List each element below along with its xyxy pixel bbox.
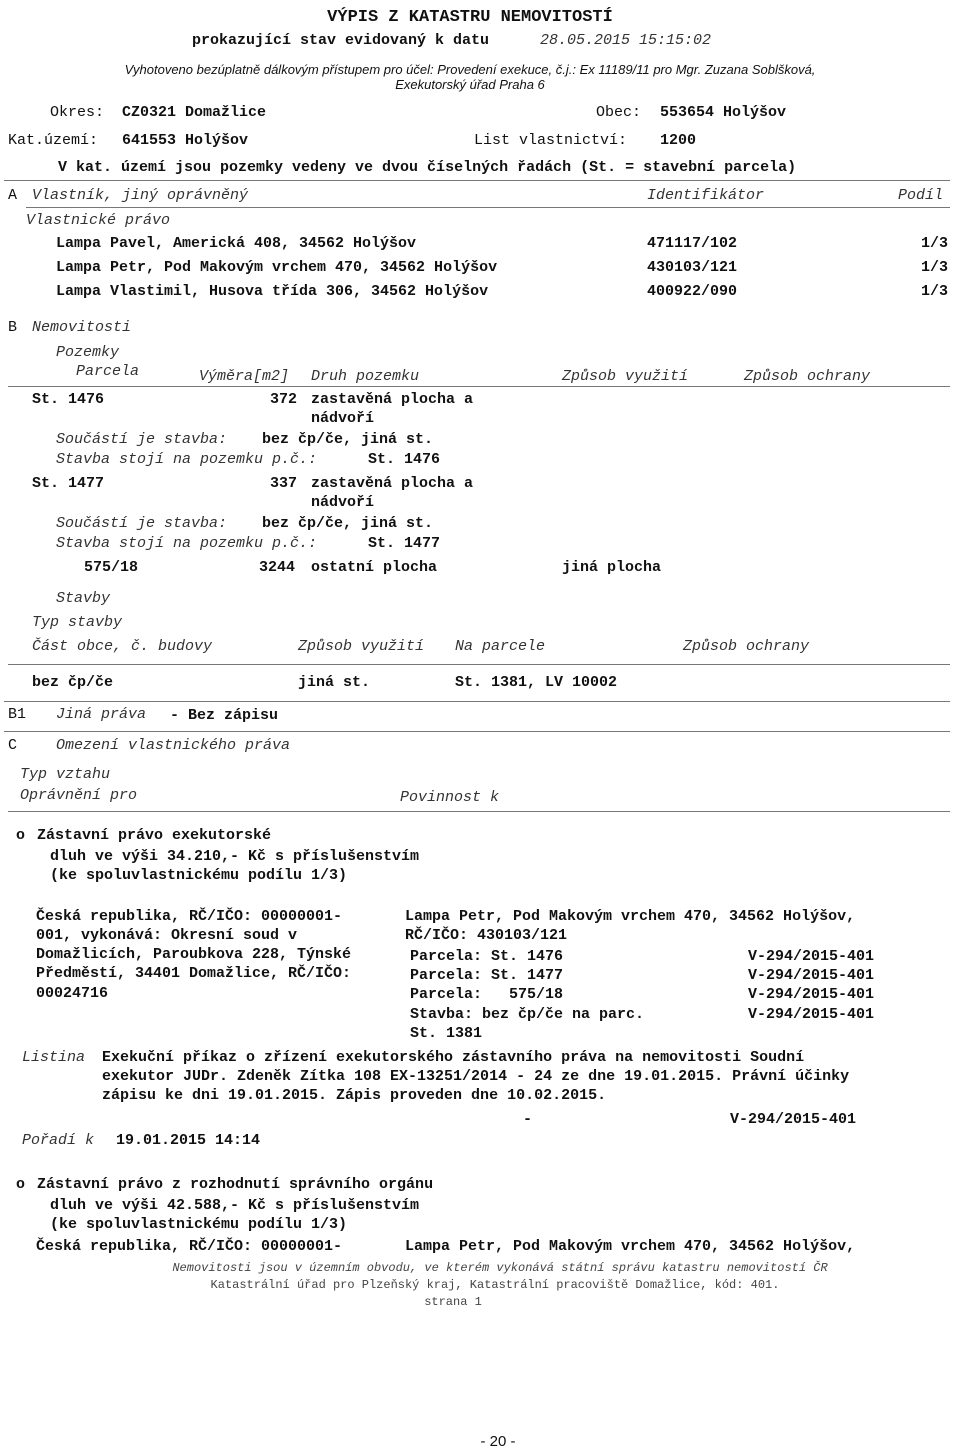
typ-stavby-label: Typ stavby	[32, 614, 123, 631]
owner-name: Lampa Petr, Pod Makovým vrchem 470, 34562 Holýšov	[56, 259, 498, 276]
generated-line1: Vyhotoveno bezúplatně dálkovým přístupem pro účel: Provedení exekuce, č.j.: Ex 11189/11 pro Mgr. Zuzana Soblšková,	[124, 62, 816, 77]
creditor-line: 001, vykonává: Okresní soud v	[36, 927, 298, 944]
encumbered-item: Stavba: bez čp/če na parc.	[410, 1006, 645, 1023]
section-b1-value: - Bez zápisu	[170, 707, 279, 724]
lien-share: (ke spoluvlastnickému podílu 1/3)	[50, 1216, 348, 1233]
stoji-label: Stavba stojí na pozemku p.č.:	[56, 451, 318, 468]
creditor-line: Předměstí, 34401 Domažlice, RČ/IČO:	[36, 965, 352, 982]
creditor-line: Česká republika, RČ/IČO: 00000001-	[36, 908, 343, 925]
encumbered-item: Parcela: 575/18	[410, 986, 564, 1003]
lv-label: List vlastnictví:	[474, 132, 628, 149]
encumbered-item-cont: St. 1381	[410, 1025, 483, 1042]
subtitle-prefix: prokazující stav evidovaný k datu	[192, 32, 490, 49]
parcel-area: 372	[270, 391, 298, 408]
section-a-letter: A	[8, 187, 18, 204]
lien-share: (ke spoluvlastnickému podílu 1/3)	[50, 867, 348, 884]
owner-id: 400922/090	[647, 283, 738, 300]
building-parcel: St. 1381, LV 10002	[455, 674, 618, 691]
encumbered-item: Parcela: St. 1477	[410, 967, 564, 984]
col-parcela: Parcela	[76, 363, 140, 380]
listina-line: zápisu ke dni 19.01.2015. Zápis proveden dne 10.02.2015.	[102, 1087, 607, 1104]
footer-page: strana 1	[424, 1295, 482, 1309]
parcel-number: 575/18	[84, 559, 139, 576]
building-usage: jiná st.	[298, 674, 371, 691]
listina-ref: V-294/2015-401	[730, 1111, 857, 1128]
rady-note: V kat. území jsou pozemky vedeny ve dvou číselných řadách (St. = stavební parcela)	[58, 159, 797, 176]
section-a-title: Vlastník, jiný oprávněný	[32, 187, 249, 204]
encumbered-ref: V-294/2015-401	[748, 986, 875, 1003]
divider	[4, 701, 950, 702]
col-cast-obce: Část obce, č. budovy	[32, 638, 213, 655]
divider	[8, 386, 950, 387]
col-stavba-vyuziti: Způsob využití	[298, 638, 425, 655]
parcel-number: St. 1476	[32, 391, 105, 408]
listina-line: exekutor JUDr. Zdeněk Zítka 108 EX-13251/2014 - 24 ze dne 19.01.2015. Právní účinky	[102, 1068, 850, 1085]
stoji-value: St. 1477	[368, 535, 441, 552]
debtor-line: Lampa Petr, Pod Makovým vrchem 470, 34562 Holýšov,	[405, 1238, 856, 1255]
document-title: VÝPIS Z KATASTRU NEMOVITOSTÍ	[327, 8, 613, 27]
encumbered-ref: V-294/2015-401	[748, 967, 875, 984]
lien-title: Zástavní právo z rozhodnutí správního orgánu	[37, 1176, 434, 1193]
col-vymera: Výměra[m2]	[199, 368, 290, 385]
okres-label: Okres:	[50, 104, 105, 121]
parcel-type-cont: nádvoří	[311, 410, 375, 427]
pozemky-label: Pozemky	[56, 344, 120, 361]
katuzemi-value: 641553 Holýšov	[122, 132, 249, 149]
owner-share: 1/3	[920, 283, 948, 300]
lv-value: 1200	[660, 132, 697, 149]
page-number: - 20 -	[480, 1433, 516, 1450]
encumbered-item: Parcela: St. 1476	[410, 948, 564, 965]
owner-name: Lampa Pavel, Americká 408, 34562 Holýšov	[56, 235, 417, 252]
section-b-title: Nemovitosti	[32, 319, 132, 336]
poradi-value: 19.01.2015 14:14	[116, 1132, 261, 1149]
building-cast: bez čp/če	[32, 674, 114, 691]
footer-line1: Nemovitosti jsou v územním obvodu, ve kterém vykonává státní správu katastru nemovitostí ČR	[172, 1261, 828, 1275]
lien-title: Zástavní právo exekutorské	[37, 827, 272, 844]
creditor-line: Domažlicích, Paroubkova 228, Týnské	[36, 946, 352, 963]
stoji-value: St. 1476	[368, 451, 441, 468]
owner-share: 1/3	[920, 235, 948, 252]
okres-value: CZ0321 Domažlice	[122, 104, 267, 121]
soucasti-value: bez čp/če, jiná st.	[262, 515, 434, 532]
parcel-usage: jiná plocha	[562, 559, 662, 576]
lien-debt: dluh ve výši 42.588,- Kč s příslušenstvím	[50, 1197, 420, 1214]
section-b-letter: B	[8, 319, 18, 336]
creditor-line: Česká republika, RČ/IČO: 00000001-	[36, 1238, 343, 1255]
katuzemi-label: Kat.území:	[8, 132, 99, 149]
poradi-label: Pořadí k	[22, 1132, 95, 1149]
col-vyuziti: Způsob využití	[562, 368, 689, 385]
povinnost-k-label: Povinnost k	[400, 789, 500, 806]
owner-name: Lampa Vlastimil, Husova třída 306, 34562 Holýšov	[56, 283, 489, 300]
opravneni-pro-label: Oprávnění pro	[20, 787, 138, 804]
section-c-title: Omezení vlastnického práva	[56, 737, 291, 754]
listina-line: Exekuční příkaz o zřízení exekutorského zástavního práva na nemovitosti Soudní	[102, 1049, 805, 1066]
divider	[4, 180, 950, 181]
col-podil: Podíl	[898, 187, 944, 204]
typ-vztahu-label: Typ vztahu	[20, 766, 111, 783]
generated-line2: Exekutorský úřad Praha 6	[395, 77, 545, 92]
parcel-area: 337	[270, 475, 298, 492]
encumbered-ref: V-294/2015-401	[748, 1006, 875, 1023]
divider	[26, 207, 950, 208]
lien-debt: dluh ve výši 34.210,- Kč s příslušenstvím	[50, 848, 420, 865]
divider	[8, 664, 950, 665]
parcel-type: ostatní plocha	[311, 559, 438, 576]
owner-id: 430103/121	[647, 259, 738, 276]
divider	[8, 811, 950, 812]
obec-value: 553654 Holýšov	[660, 104, 787, 121]
section-a-subtitle: Vlastnické právo	[26, 212, 171, 229]
encumbered-ref: V-294/2015-401	[748, 948, 875, 965]
parcel-type: zastavěná plocha a	[311, 391, 474, 408]
owner-id: 471117/102	[647, 235, 738, 252]
debtor-line: Lampa Petr, Pod Makovým vrchem 470, 34562 Holýšov,	[405, 908, 856, 925]
section-b1-letter: B1	[8, 706, 27, 723]
section-b1-title: Jiná práva	[56, 706, 147, 723]
parcel-type: zastavěná plocha a	[311, 475, 474, 492]
soucasti-label: Součástí je stavba:	[56, 431, 228, 448]
col-na-parcele: Na parcele	[455, 638, 546, 655]
listina-label: Listina	[22, 1049, 86, 1066]
creditor-line: 00024716	[36, 985, 109, 1002]
soucasti-value: bez čp/če, jiná st.	[262, 431, 434, 448]
parcel-area: 3244	[259, 559, 296, 576]
parcel-number: St. 1477	[32, 475, 105, 492]
divider	[4, 731, 950, 732]
owner-share: 1/3	[920, 259, 948, 276]
obec-label: Obec:	[596, 104, 642, 121]
bullet: o	[16, 1176, 26, 1193]
section-c-letter: C	[8, 737, 18, 754]
bullet: o	[16, 827, 26, 844]
stavby-label: Stavby	[56, 590, 111, 607]
parcel-type-cont: nádvoří	[311, 494, 375, 511]
listina-dash: -	[523, 1111, 533, 1128]
stoji-label: Stavba stojí na pozemku p.č.:	[56, 535, 318, 552]
debtor-id: RČ/IČO: 430103/121	[405, 927, 568, 944]
col-druh: Druh pozemku	[311, 368, 420, 385]
subtitle-date: 28.05.2015 15:15:02	[540, 32, 712, 49]
col-identifikator: Identifikátor	[647, 187, 765, 204]
col-ochrana: Způsob ochrany	[744, 368, 871, 385]
footer-line2: Katastrální úřad pro Plzeňský kraj, Katastrální pracoviště Domažlice, kód: 401.	[210, 1278, 780, 1292]
col-stavba-ochrana: Způsob ochrany	[683, 638, 810, 655]
soucasti-label: Součástí je stavba:	[56, 515, 228, 532]
